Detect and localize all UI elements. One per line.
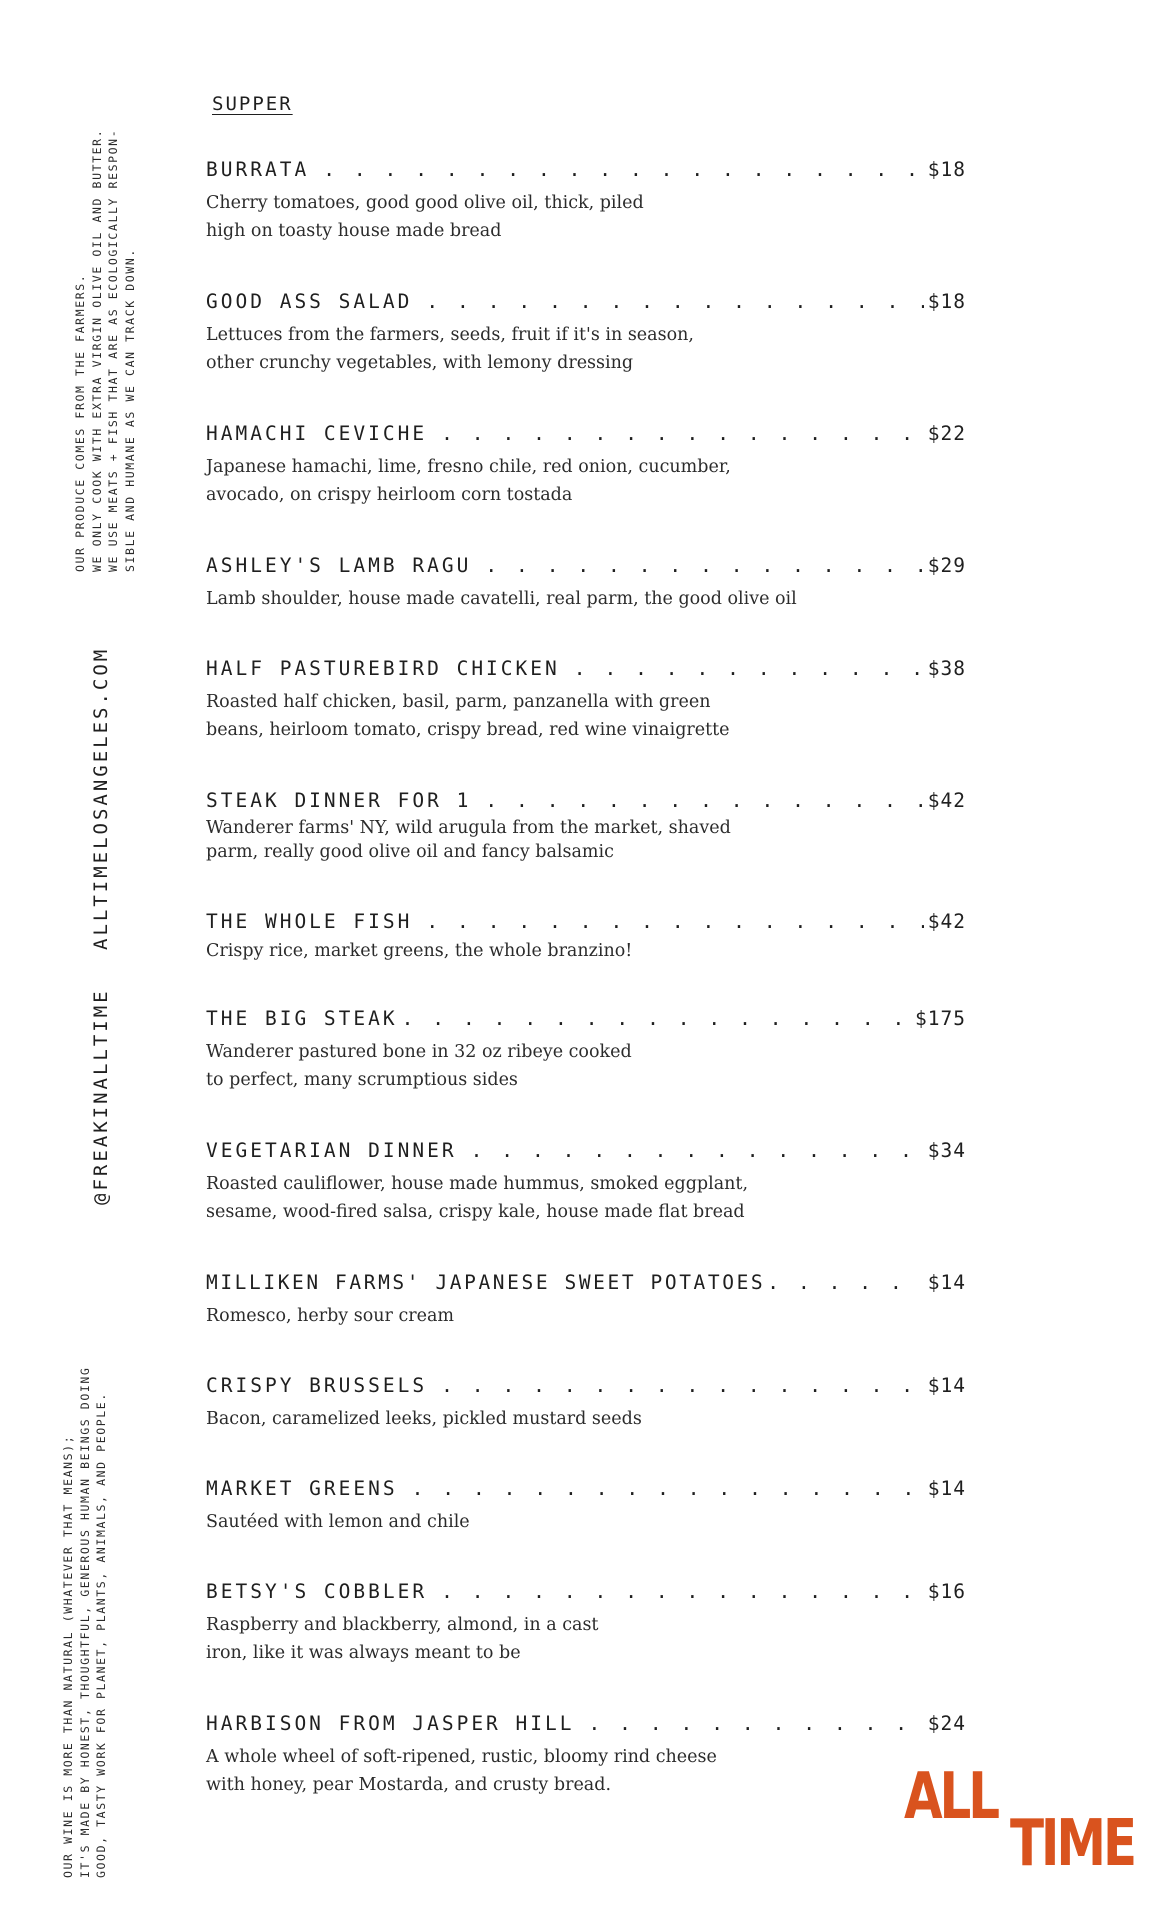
menu-item-price: $38 <box>927 657 966 680</box>
menu-item-description: Roasted half chicken, basil, parm, panzanella with green beans, heirloom tomato, crispy bread, red wine vinaigrette <box>206 692 730 740</box>
menu-item-name: THE WHOLE FISH <box>206 910 413 933</box>
menu-item <box>206 909 966 965</box>
wine-note-line: GOOD, TASTY WORK FOR PLANET, PLANTS, ANIMALS, AND PEOPLE. <box>94 1392 108 1878</box>
menu-item-name: VEGETARIAN DINNER <box>206 1139 457 1162</box>
menu-item-description: Romesco, herby sour cream <box>206 1306 455 1326</box>
menu-item <box>206 656 966 744</box>
menu-item-header <box>206 1006 966 1032</box>
leader-dots <box>441 421 924 447</box>
produce-note-line: SIBLE AND HUMANE AS WE CAN TRACK DOWN. <box>122 248 137 572</box>
menu-item-description: Wanderer farms' NY, wild arugula from the market, shaved parm, really good olive oil and fancy balsamic <box>206 818 731 862</box>
menu-item-header <box>206 1270 966 1296</box>
website-link[interactable]: ALLTIMELOSANGELES.COM <box>90 646 112 950</box>
leader-dots <box>441 1579 924 1605</box>
wine-note-line: IT'S MADE BY HONEST, THOUGHTFUL, GENEROUS HUMAN BEINGS DOING <box>77 1366 92 1878</box>
menu-item-name: BURRATA <box>206 158 310 181</box>
menu-item-header <box>206 421 966 447</box>
menu-item-description: Raspberry and blackberry, almond, in a cast iron, like it was always meant to be <box>206 1615 599 1663</box>
section-title: SUPPER <box>212 93 293 115</box>
menu-item <box>206 1579 966 1667</box>
menu-item-name: HARBISON FROM JASPER HILL <box>206 1712 575 1735</box>
leader-dots <box>412 1476 924 1502</box>
produce-note-line: WE ONLY COOK WITH EXTRA VIRGIN OLIVE OIL AND BUTTER. <box>89 128 104 572</box>
menu-item-price: $42 <box>927 910 966 933</box>
menu-item <box>206 1006 966 1094</box>
menu-item-name: BETSY'S COBBLER <box>206 1580 428 1603</box>
menu-item-header <box>206 289 966 315</box>
menu-item-description: Lettuces from the farmers, seeds, fruit if it's in season, other crunchy vegetables, with lemony dressing <box>206 325 694 373</box>
leader-dots <box>574 656 924 682</box>
leader-dots <box>402 1006 911 1032</box>
leader-dots <box>767 1270 924 1296</box>
menu-item-description: Wanderer pastured bone in 32 oz ribeye cooked to perfect, many scrumptious sides <box>206 1042 632 1090</box>
menu-item <box>206 289 966 377</box>
menu-item <box>206 1270 966 1330</box>
menu-item-description: Crispy rice, market greens, the whole branzino! <box>206 941 633 961</box>
menu-item-name: CRISPY BRUSSELS <box>206 1374 428 1397</box>
menu-item <box>206 1373 966 1433</box>
menu-item-header <box>206 1476 966 1502</box>
menu-item-name: GOOD ASS SALAD <box>206 290 413 313</box>
menu-item-header <box>206 1579 966 1605</box>
menu-item <box>206 1476 966 1536</box>
menu-item-header <box>206 1138 966 1164</box>
menu-item <box>206 421 966 509</box>
wine-note-line: OUR WINE IS MORE THAN NATURAL (WHATEVER THAT MEANS); <box>61 1434 75 1878</box>
menu-item-description: A whole wheel of soft-ripened, rustic, bloomy rind cheese with honey, pear Mostarda, and crusty bread. <box>206 1747 717 1795</box>
menu-item-description: Japanese hamachi, lime, fresno chile, red onion, cucumber, avocado, on crispy heirloom corn tostada <box>206 457 731 505</box>
menu-item-header <box>206 1711 966 1737</box>
logo-time: TIME <box>1010 1807 1134 1881</box>
wine-note <box>60 1367 110 1878</box>
menu-item <box>206 788 966 864</box>
menu-item-description: Lamb shoulder, house made cavatelli, real parm, the good olive oil <box>206 589 797 609</box>
menu-item-price: $18 <box>927 158 966 181</box>
menu-item-description: Roasted cauliflower, house made hummus, smoked eggplant, sesame, wood-fired salsa, crispy kale, house made flat bread <box>206 1174 749 1222</box>
leader-dots <box>471 1138 924 1164</box>
menu-item-price: $16 <box>927 1580 966 1603</box>
menu-item-header <box>206 157 966 183</box>
menu-item-price: $14 <box>927 1374 966 1397</box>
menu-item-price: $42 <box>927 789 966 812</box>
menu-item-header <box>206 553 966 579</box>
menu-item-price: $22 <box>927 422 966 445</box>
leader-dots <box>485 788 923 814</box>
menu-item-name: MARKET GREENS <box>206 1477 398 1500</box>
menu-item-price: $175 <box>915 1007 966 1030</box>
menu-item-description: Bacon, caramelized leeks, pickled mustard seeds <box>206 1409 642 1429</box>
produce-note-line: OUR PRODUCE COMES FROM THE FARMERS. <box>73 273 87 572</box>
leader-dots <box>441 1373 924 1399</box>
instagram-handle[interactable]: @FREAKINALLTIME <box>90 988 112 1205</box>
produce-note-line: WE USE MEATS + FISH THAT ARE AS ECOLOGICALLY RESPON- <box>106 128 120 572</box>
menu-item <box>206 1138 966 1226</box>
leader-dots <box>589 1711 924 1737</box>
menu-item-name: STEAK DINNER FOR 1 <box>206 789 472 812</box>
menu-item-header <box>206 1373 966 1399</box>
leader-dots <box>323 157 924 183</box>
menu-item <box>206 1711 966 1799</box>
menu-item-description: Cherry tomatoes, good good olive oil, thick, piled high on toasty house made bread <box>206 193 644 241</box>
menu-item-name: HAMACHI CEVICHE <box>206 422 428 445</box>
menu-item <box>206 157 966 245</box>
produce-note <box>72 129 138 572</box>
leader-dots <box>426 909 923 935</box>
menu-item-price: $29 <box>927 554 966 577</box>
logo-all: ALL <box>904 1760 997 1834</box>
menu-item-price: $34 <box>927 1139 966 1162</box>
menu-item-price: $14 <box>927 1271 966 1294</box>
menu-item-price: $14 <box>927 1477 966 1500</box>
menu-item-header <box>206 909 966 935</box>
menu-item-header <box>206 788 966 814</box>
menu-item <box>206 553 966 613</box>
menu-item-header <box>206 656 966 682</box>
menu-item-name: ASHLEY'S LAMB RAGU <box>206 554 472 577</box>
menu-item-name: THE BIG STEAK <box>206 1007 398 1030</box>
menu-item-description: Sautéed with lemon and chile <box>206 1512 470 1532</box>
leader-dots <box>485 553 923 579</box>
menu-item-price: $24 <box>927 1712 966 1735</box>
leader-dots <box>426 289 923 315</box>
menu-item-name: HALF PASTUREBIRD CHICKEN <box>206 657 560 680</box>
menu-item-name: MILLIKEN FARMS' JAPANESE SWEET POTATOES <box>206 1271 766 1294</box>
menu-item-price: $18 <box>927 290 966 313</box>
